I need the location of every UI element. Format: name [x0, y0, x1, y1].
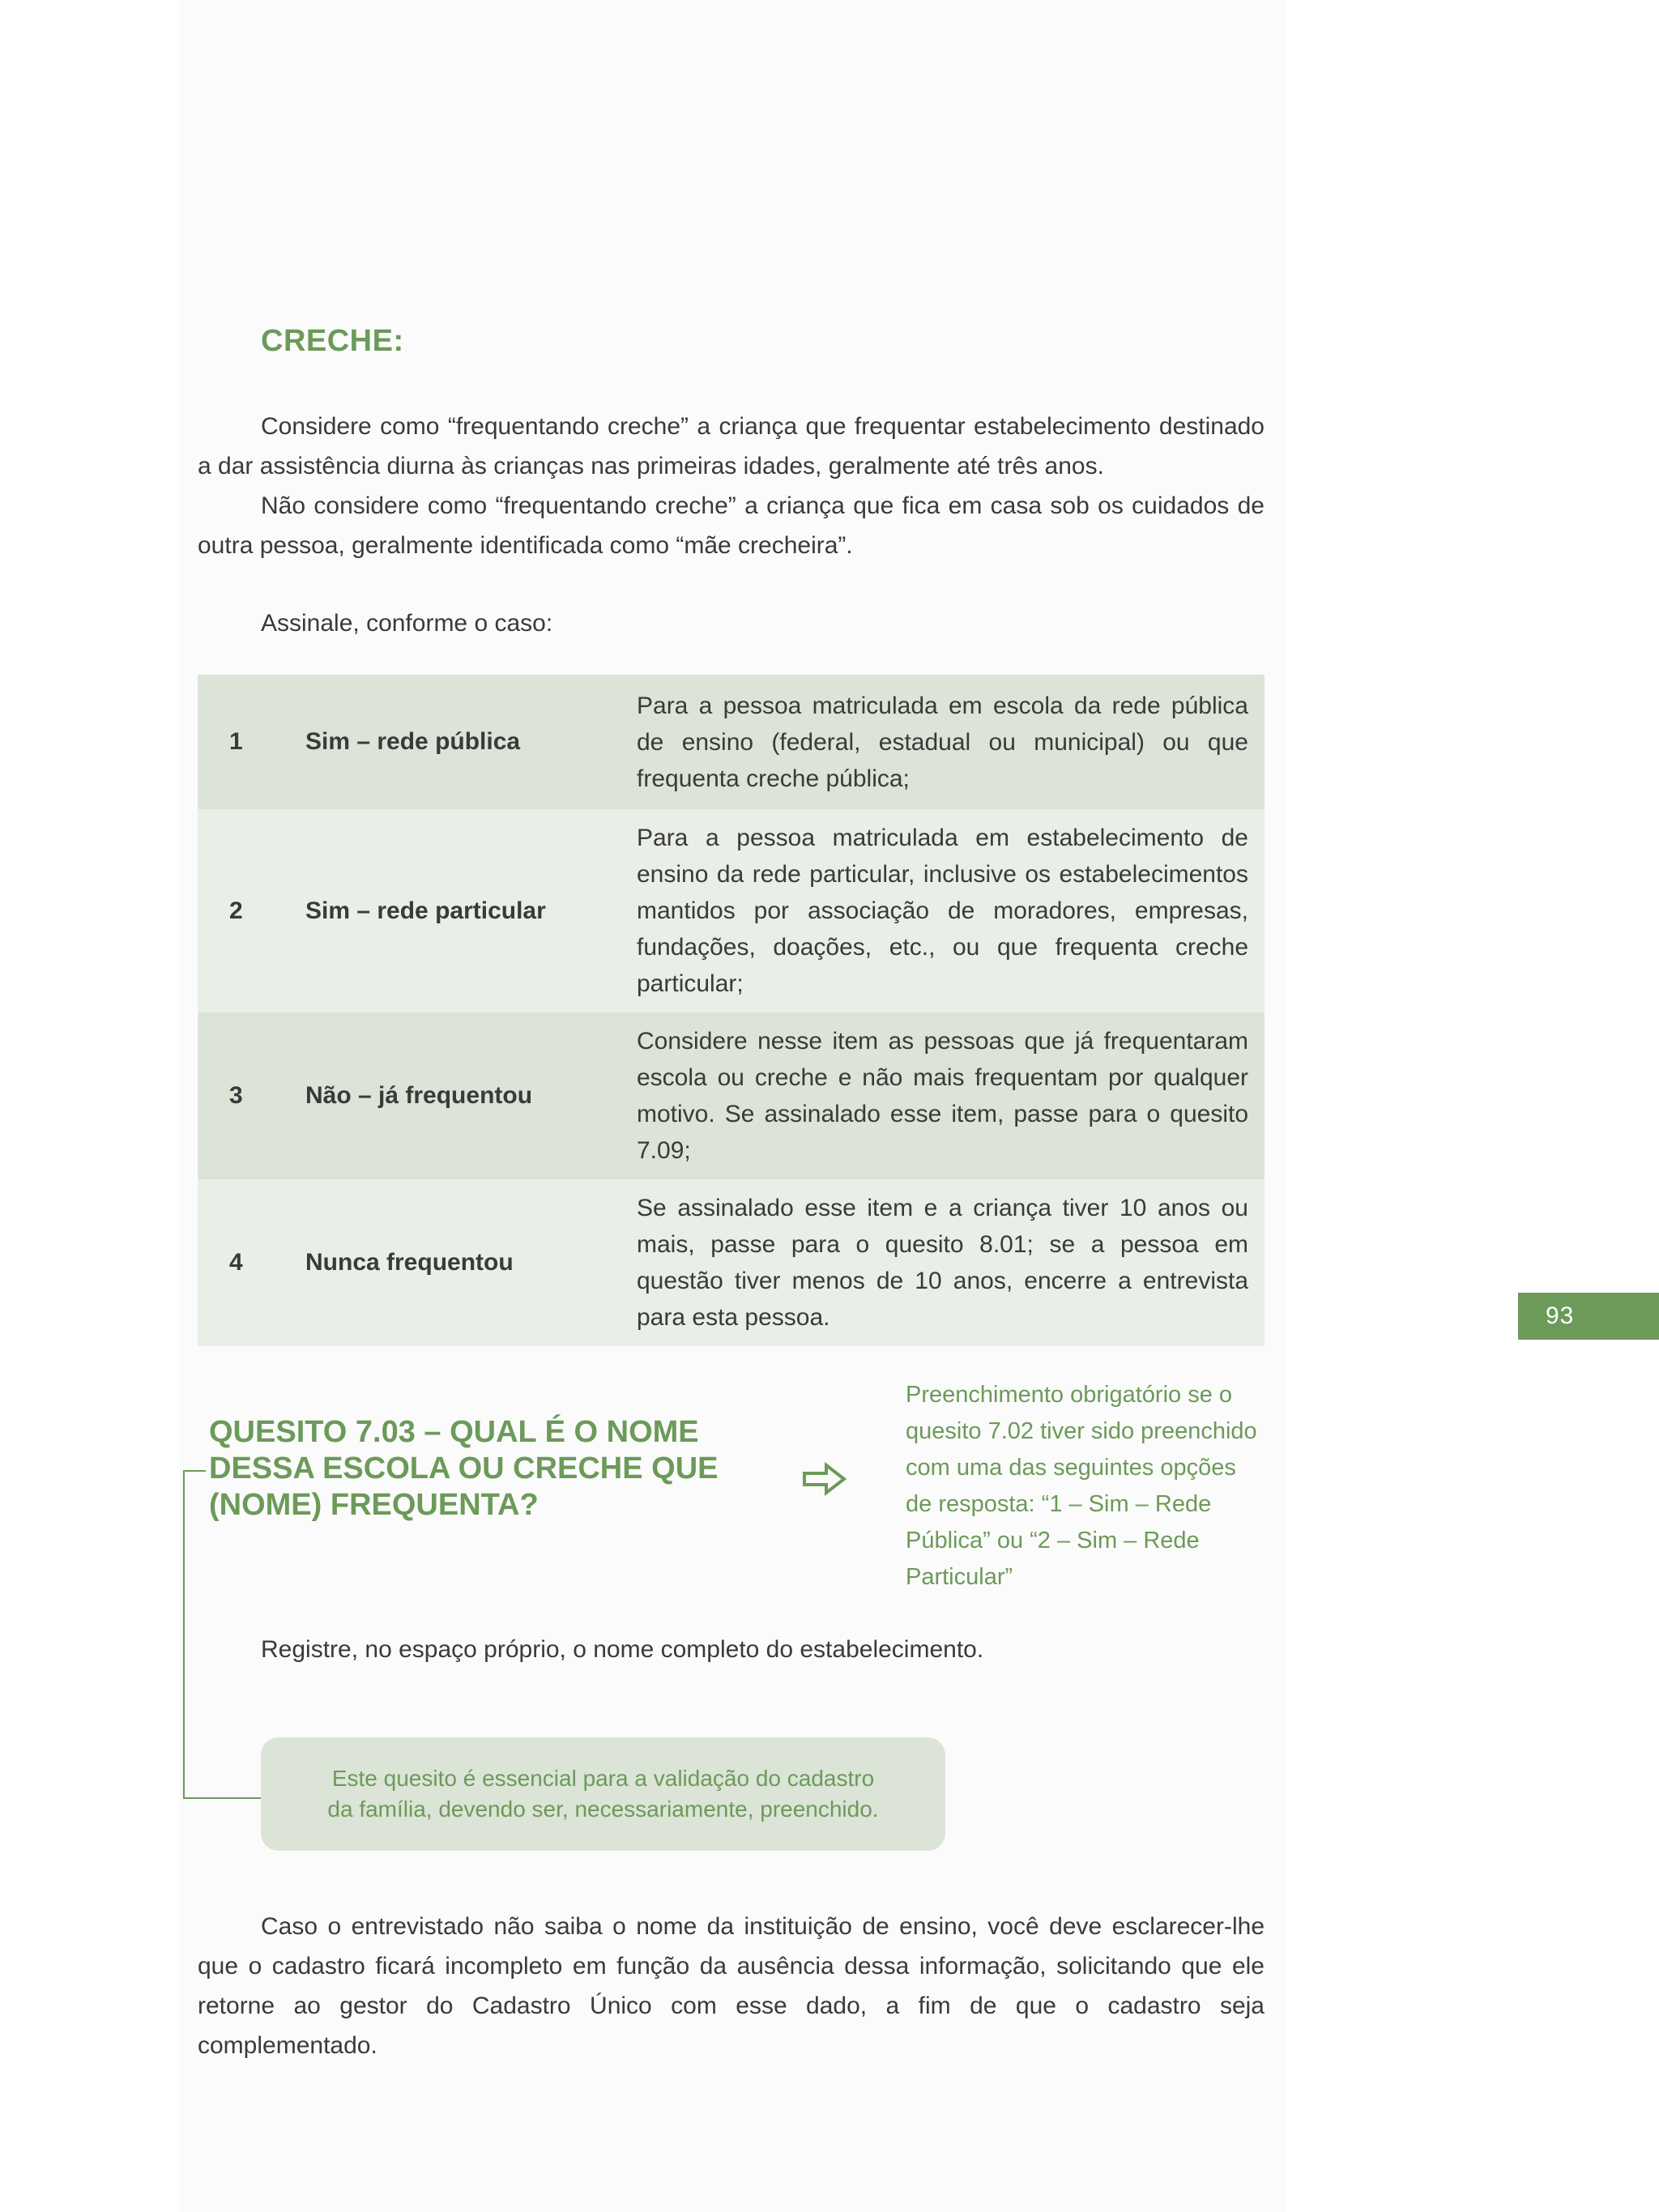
quesito-instruction: Registre, no espaço próprio, o nome completo do estabelecimento. [261, 1636, 984, 1663]
option-label: Sim – rede pública [305, 675, 637, 809]
arrow-right-icon [802, 1462, 847, 1496]
table-row [198, 809, 1265, 1012]
option-description: Considere nesse item as pessoas que já frequentaram escola ou creche e não mais frequentam por qualquer motivo. Se assinalado esse item, passe para o quesito 7.09; [637, 1012, 1265, 1179]
section-title-creche: CRECHE: [261, 324, 404, 358]
creche-instruction: Assinale, conforme o caso: [261, 610, 553, 637]
bracket-bottom-line [183, 1797, 261, 1799]
creche-paragraph-2: Não considere como “frequentando creche” a criança que fica em casa sob os cuidados de outra pessoa, geralmente identificada como “mãe crecheira”. [198, 492, 1265, 559]
table-row [198, 675, 1265, 809]
option-number: 3 [198, 1012, 305, 1179]
table-row [198, 1179, 1265, 1346]
option-number: 1 [198, 675, 305, 809]
option-label: Nunca frequentou [305, 1179, 637, 1346]
essential-note-text: Este quesito é essencial para a validação do cadastro da família, devendo ser, necessariamente, preenchido. [327, 1766, 879, 1822]
option-label: Sim – rede particular [305, 809, 637, 1012]
response-options-table [198, 675, 1265, 1346]
closing-text-block [198, 1907, 1265, 2065]
creche-paragraph-1: Considere como “frequentando creche” a criança que frequentar estabelecimento destinado a dar assistência diurna às crianças nas primeiras idades, geralmente até três anos. [198, 413, 1265, 479]
side-note-requirement: Preenchimento obrigatório se o quesito 7.02 tiver sido preenchido com uma das seguintes opções de resposta: “1 – Sim – Rede Pública” ou “2 – Sim – Rede Particular” [906, 1382, 1257, 1590]
essential-note-box [261, 1737, 945, 1851]
option-description: Para a pessoa matriculada em estabelecimento de ensino da rede particular, inclusive os estabelecimentos mantidos por associação de moradores, empresas, fundações, doações, etc., ou que frequenta creche particular; [637, 809, 1265, 1012]
quesito-title: QUESITO 7.03 – QUAL É O NOME DESSA ESCOLA OU CRECHE QUE (NOME) FREQUENTA? [209, 1415, 719, 1522]
option-description: Para a pessoa matriculada em escola da rede pública de ensino (federal, estadual ou municipal) ou que frequenta creche pública; [637, 675, 1265, 809]
table-row [198, 1012, 1265, 1179]
bracket-vertical-line [183, 1470, 185, 1798]
option-label: Não – já frequentou [305, 1012, 637, 1179]
bracket-top-line [183, 1470, 206, 1472]
option-description: Se assinalado esse item e a criança tiver 10 anos ou mais, passe para o quesito 8.01; se a pessoa em questão tiver menos de 10 anos, encerre a entrevista para esta pessoa. [637, 1179, 1265, 1346]
option-number: 2 [198, 809, 305, 1012]
page-number-badge: 93 [1518, 1293, 1659, 1340]
creche-definition [198, 407, 1265, 565]
closing-paragraph: Caso o entrevistado não saiba o nome da instituição de ensino, você deve esclarecer-lhe que o cadastro ficará incompleto em função da ausência dessa informação, solicitando que ele retorne ao gestor do Cadastro Único com esse dado, a fim de que o cadastro seja complementado. [198, 1913, 1265, 2059]
option-number: 4 [198, 1179, 305, 1346]
